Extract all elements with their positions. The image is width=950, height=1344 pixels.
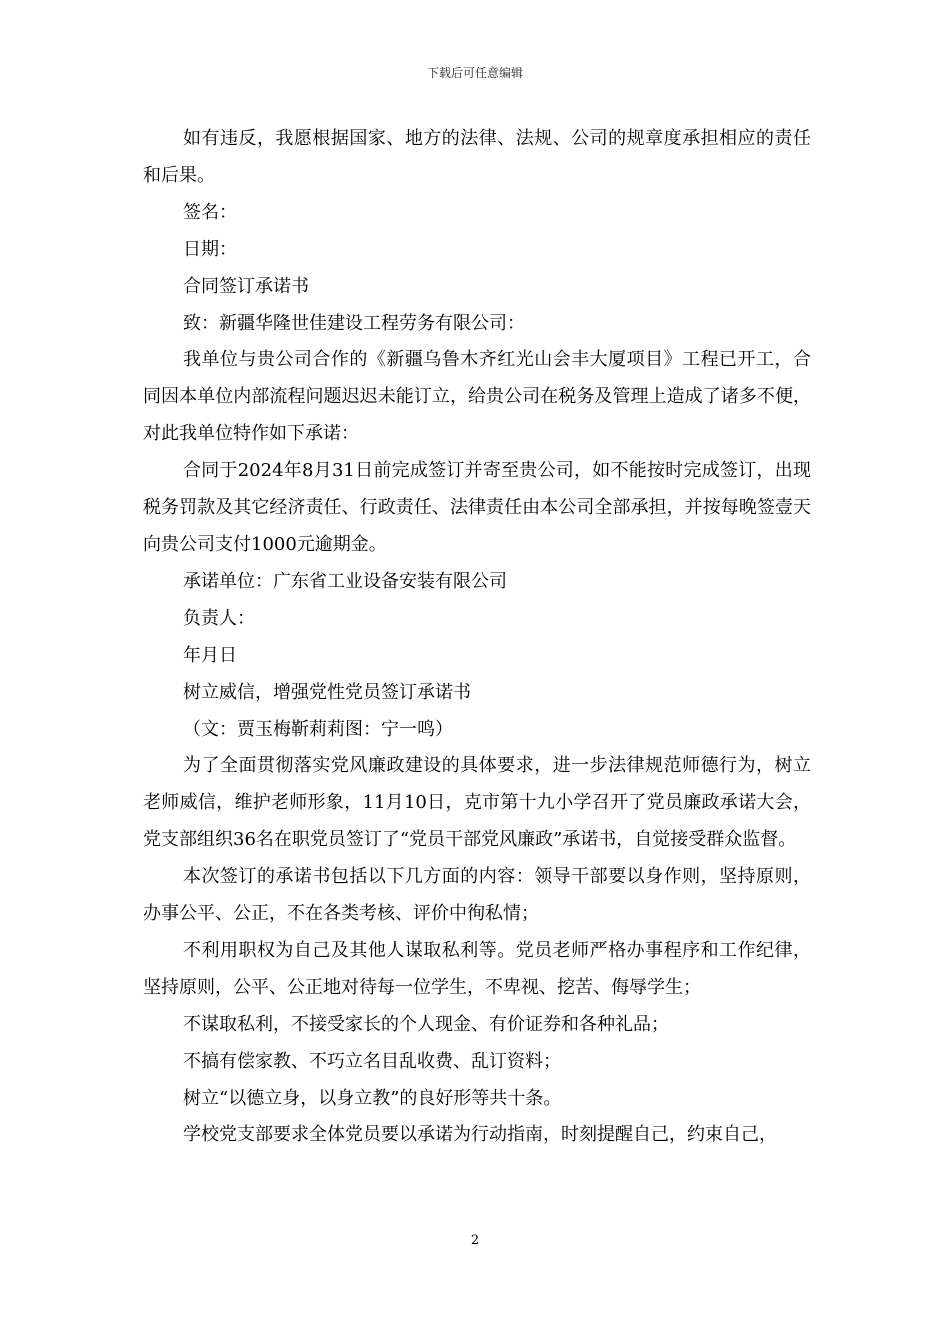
paragraph: 年月日 — [183, 644, 237, 666]
paragraph: （文：贾玉梅靳莉莉图：宁一鸣） — [183, 718, 453, 740]
paragraph: 不谋取私利，不接受家长的个人现金、有价证券和各种礼品； — [183, 1013, 669, 1035]
paragraph: 不搞有偿家教、不巧立名目乱收费、乱订资料； — [183, 1050, 561, 1072]
paragraph: 合同于2024年8月31日前完成签订并寄至贵公司，如不能按时完成签订，出现税务罚款及其它经济责任、行政责任、法律责任由本公司全部承担，并按每晚签壹天向贵公司支付1000元逾期金。 — [143, 460, 811, 555]
paragraph: 承诺单位：广东省工业设备安装有限公司 — [183, 570, 507, 592]
paragraph: 合同签订承诺书 — [183, 275, 309, 297]
paragraph: 为了全面贯彻落实党风廉政建设的具体要求，进一步法律规范师德行为，树立老师威信，维护老师形象，11月10日，克市第十九小学召开了党员廉政承诺大会，党支部组织36名在职党员签订了“党员干部党风廉政”承诺书，自觉接受群众监督。 — [143, 755, 811, 851]
paragraph: 负责人： — [183, 607, 255, 629]
header-note: 下载后可任意编辑 — [426, 66, 523, 80]
paragraph: 致：新疆华隆世佳建设工程劳务有限公司： — [183, 312, 525, 334]
document-body — [143, 121, 811, 1154]
paragraph: 树立“以德立身，以身立教”的良好形等共十条。 — [183, 1087, 562, 1109]
paragraph: 树立威信，增强党性党员签订承诺书 — [183, 681, 471, 703]
paragraph: 我单位与贵公司合作的《新疆乌鲁木齐红光山会丰大厦项目》工程已开工，合同因本单位内部流程问题迟迟未能订立，给贵公司在税务及管理上造成了诸多不便，对此我单位特作如下承诺： — [143, 349, 811, 445]
paragraph: 日期： — [183, 238, 237, 260]
paragraph: 不利用职权为自己及其他人谋取私利等。党员老师严格办事程序和工作纪律，坚持原则，公平、公正地对待每一位学生，不卑视、挖苦、侮辱学生； — [143, 939, 811, 998]
paragraph: 签名： — [183, 201, 237, 223]
paragraph: 本次签订的承诺书包括以下几方面的内容：领导干部要以身作则，坚持原则，办事公平、公正，不在各类考核、评价中徇私情； — [143, 866, 811, 925]
page-number: 2 — [470, 1233, 480, 1248]
paragraph: 如有违反，我愿根据国家、地方的法律、法规、公司的规章度承担相应的责任和后果。 — [143, 128, 811, 186]
paragraph: 学校党支部要求全体党员要以承诺为行动指南，时刻提醒自己，约束自己， — [183, 1124, 777, 1146]
